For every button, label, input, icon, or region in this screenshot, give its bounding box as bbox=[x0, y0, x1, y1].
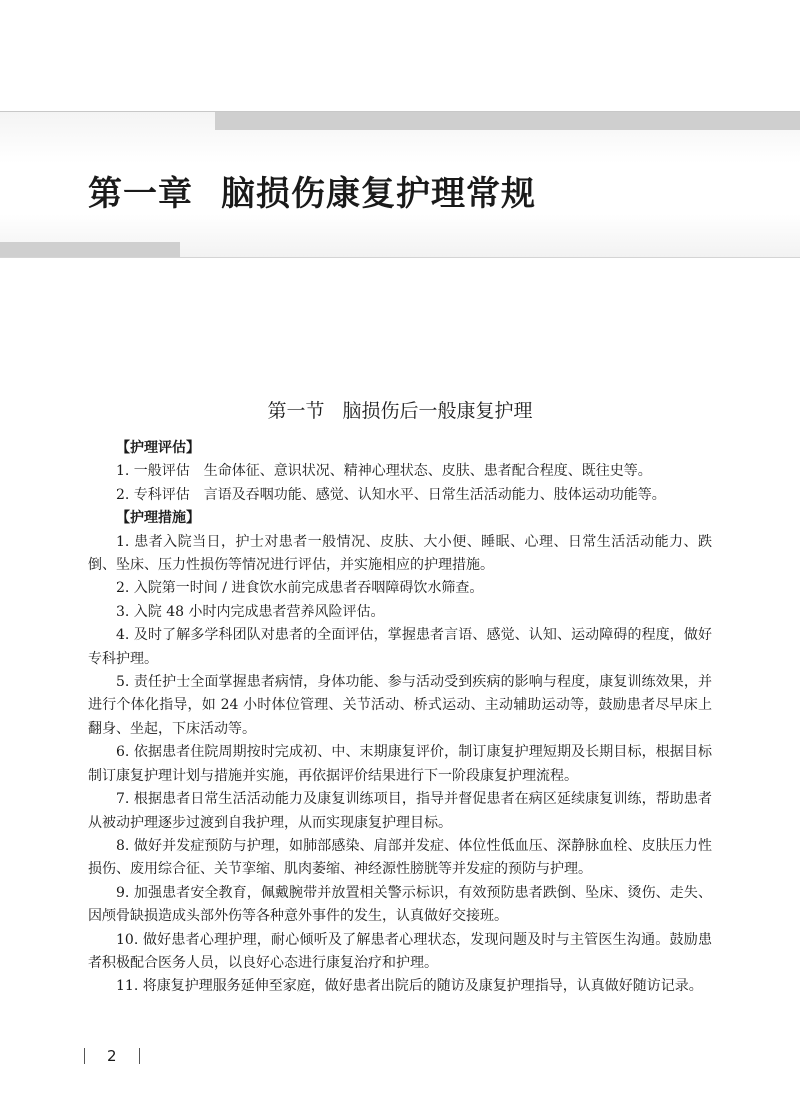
header-bottom-rule bbox=[0, 257, 800, 258]
footer-divider-left bbox=[84, 1048, 85, 1064]
measures-item: 9. 加强患者安全教育，佩戴腕带并放置相关警示标识，有效预防患者跌倒、坠床、烫伤、走失、因颅骨缺损造成头部外伤等各种意外事件的发生，认真做好交接班。 bbox=[88, 884, 712, 925]
page-number: 2 bbox=[107, 1046, 117, 1065]
chapter-title bbox=[88, 166, 536, 215]
chapter-name: 脑损伤康复护理常规 bbox=[221, 174, 536, 214]
assessment-heading: 【护理评估】 bbox=[116, 440, 200, 456]
section-name: 脑损伤后一般康复护理 bbox=[342, 400, 533, 422]
body-text bbox=[88, 437, 712, 999]
header-decor-bar-top bbox=[215, 112, 800, 130]
measures-item: 5. 责任护士全面掌握患者病情，身体功能、参与活动受到疾病的影响与程度，康复训练效果，并进行个体化指导，如 24 小时体位管理、关节活动、桥式运动、主动辅助运动等，鼓励患者尽早床上翻身、坐起，下床活动等。 bbox=[88, 674, 712, 737]
measures-item: 10. 做好患者心理护理，耐心倾听及了解患者心理状态，发现问题及时与主管医生沟通。鼓励患者积极配合医务人员，以良好心态进行康复治疗和护理。 bbox=[88, 931, 712, 971]
measures-item: 4. 及时了解多学科团队对患者的全面评估，掌握患者言语、感觉、认知、运动障碍的程度，做好专科护理。 bbox=[88, 627, 712, 667]
header-decor-bar-bottom bbox=[0, 242, 180, 258]
measures-item: 2. 入院第一时间 / 进食饮水前完成患者吞咽障碍饮水筛查。 bbox=[116, 580, 484, 597]
measures-item: 11. 将康复护理服务延伸至家庭，做好患者出院后的随访及康复护理指导，认真做好随访记录。 bbox=[116, 978, 703, 995]
chapter-number: 第一章 bbox=[88, 174, 193, 214]
assessment-item: 2. 专科评估 言语及吞咽功能、感觉、认知水平、日常生活活动能力、肢体运动功能等。 bbox=[116, 486, 666, 503]
section-title bbox=[0, 396, 800, 423]
measures-item: 1. 患者入院当日，护士对患者一般情况、皮肤、大小便、睡眠、心理、日常生活活动能力、跌倒、坠床、压力性损伤等情况进行评估，并实施相应的护理措施。 bbox=[88, 533, 712, 574]
measures-item: 6. 依据患者住院周期按时完成初、中、末期康复评价，制订康复护理短期及长期目标，根据目标制订康复护理计划与措施并实施，再依据评价结果进行下一阶段康复护理流程。 bbox=[88, 744, 712, 784]
measures-item: 3. 入院 48 小时内完成患者营养风险评估。 bbox=[116, 603, 385, 620]
measures-item: 8. 做好并发症预防与护理，如肺部感染、肩部并发症、体位性低血压、深静脉血栓、皮肤压力性损伤、废用综合征、关节挛缩、肌肉萎缩、神经源性膀胱等并发症的预防与护理。 bbox=[88, 837, 712, 878]
page-footer bbox=[84, 1046, 140, 1065]
measures-item: 7. 根据患者日常生活活动能力及康复训练项目，指导并督促患者在病区延续康复训练，帮助患者从被动护理逐步过渡到自我护理，从而实现康复护理目标。 bbox=[88, 791, 712, 831]
measures-heading: 【护理措施】 bbox=[116, 510, 200, 527]
section-number: 第一节 bbox=[267, 400, 325, 422]
assessment-item: 1. 一般评估 生命体征、意识状况、精神心理状态、皮肤、患者配合程度、既往史等。 bbox=[116, 463, 652, 480]
footer-divider-right bbox=[139, 1048, 140, 1064]
